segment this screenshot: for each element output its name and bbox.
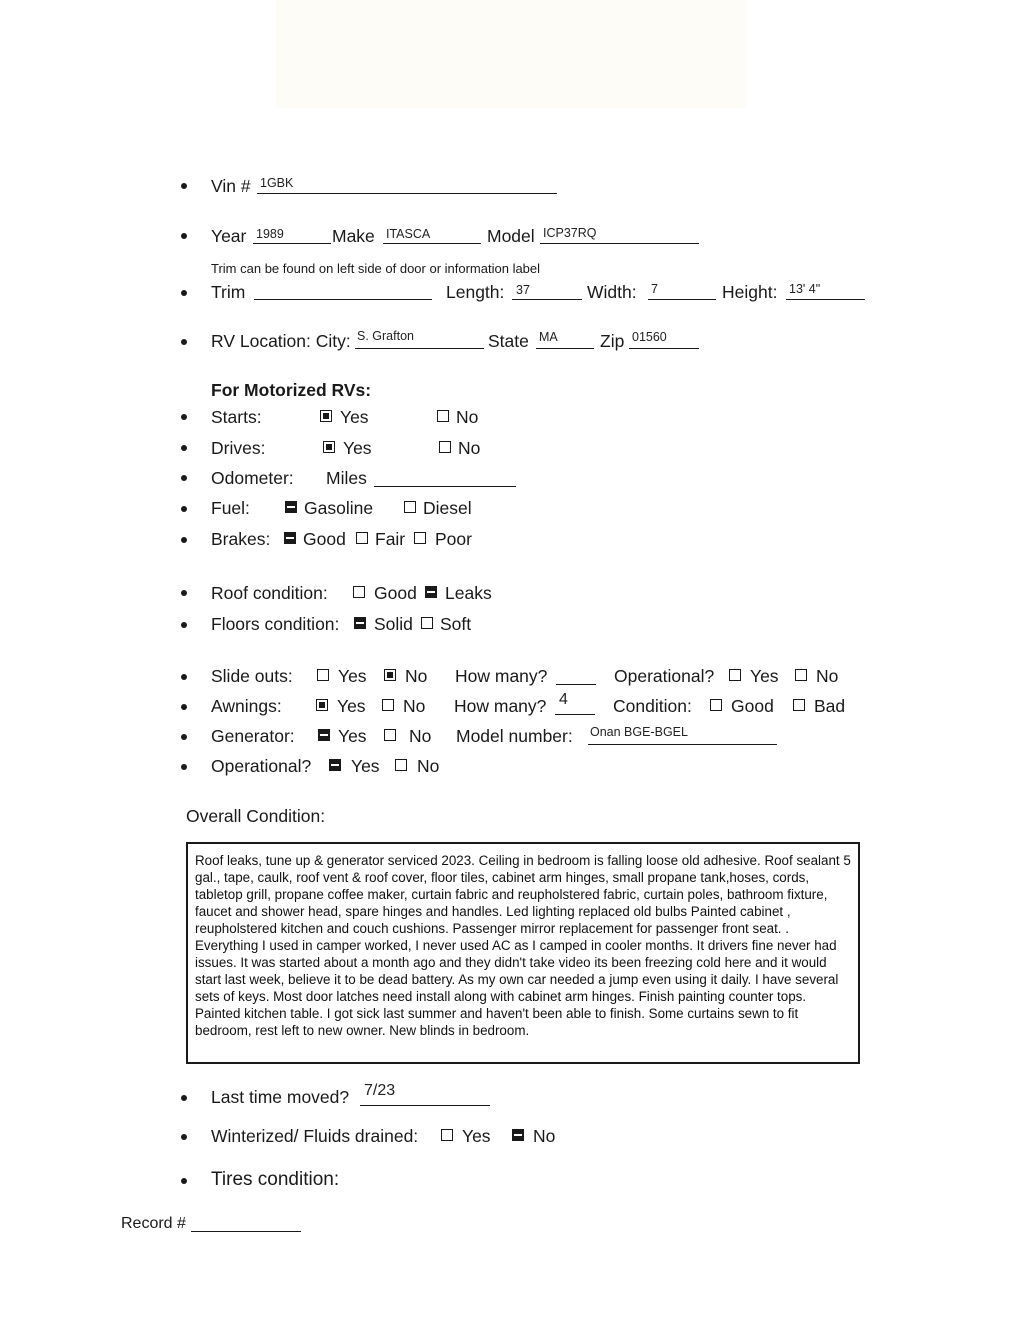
floors-solid-label: Solid [374, 614, 413, 634]
bullet [181, 704, 187, 710]
floors-soft-label: Soft [440, 614, 472, 634]
operational-no-checkbox[interactable] [395, 759, 407, 771]
brakes-poor-label: Poor [435, 529, 472, 549]
bullet [181, 734, 187, 740]
awnings-good-checkbox[interactable] [710, 699, 722, 711]
record-line[interactable] [191, 1231, 301, 1232]
generator-model-value[interactable]: Onan BGE-BGEL [590, 725, 688, 739]
state-line [536, 348, 594, 349]
height-value[interactable]: 13' 4" [789, 282, 821, 296]
starts-no-checkbox[interactable] [437, 410, 449, 422]
starts-yes-label: Yes [340, 407, 369, 427]
winterized-no-checkbox[interactable] [512, 1129, 524, 1141]
slideouts-op-no-label: No [816, 666, 839, 686]
trim-label: Trim [211, 282, 246, 302]
slideouts-yes-checkbox[interactable] [317, 669, 329, 681]
winterized-no-label: No [533, 1126, 556, 1146]
model-line [540, 243, 699, 244]
last-moved-line [360, 1105, 490, 1106]
operational-yes-checkbox[interactable] [329, 759, 341, 771]
overall-condition-label: Overall Condition: [186, 806, 326, 826]
header-watermark-area [276, 0, 746, 108]
bullet [181, 183, 187, 189]
winterized-label: Winterized/ Fluids drained: [211, 1126, 419, 1146]
year-value[interactable]: 1989 [256, 227, 284, 241]
width-label: Width: [587, 282, 637, 302]
operational-no-label: No [417, 756, 440, 776]
bullet [181, 233, 187, 239]
city-line [355, 348, 484, 349]
operational-label: Operational? [211, 756, 312, 776]
height-label: Height: [722, 282, 778, 302]
slideouts-no-checkbox[interactable] [384, 669, 396, 681]
length-label: Length: [446, 282, 505, 302]
bullet [181, 1178, 187, 1184]
vin-line [257, 193, 557, 194]
winterized-yes-label: Yes [462, 1126, 491, 1146]
floors-label: Floors condition: [211, 614, 340, 634]
roof-good-checkbox[interactable] [353, 586, 365, 598]
generator-yes-label: Yes [338, 726, 367, 746]
zip-line [629, 348, 699, 349]
drives-no-checkbox[interactable] [439, 441, 451, 453]
bullet [181, 537, 187, 543]
awnings-howmany-line [555, 714, 595, 715]
floors-solid-checkbox[interactable] [354, 617, 366, 629]
generator-label: Generator: [211, 726, 295, 746]
city-value[interactable]: S. Grafton [357, 329, 414, 343]
overall-condition-textbox[interactable]: Roof leaks, tune up & generator serviced 2023. Ceiling in bedroom is falling loose old adhesive. Roof sealant 5 gal., tape, caulk, roof vent & roof cover, floor tiles, cabinet arm hinges, small propane tank,hoses, cords, tabletop grill, propane coffee maker, curtain fabric and reupholstered fabric, curtain poles, bathroom fixture, faucet and shower head, spare hinges and handles. Led lighting replaced old bulbs Painted cabinet , reupholstered kitchen and couch cushions. Passenger mirror replacement for passenger front seat. . Everything I used in camper worked, I never used AC as I camped in cooler months. It drivers fine never had issues. It was started about a month ago and they didn't take video its been freezing cold here and it would start last week, believe it to be dead battery. As my own car needed a jump even using it daily. I have several sets of keys. Most door latches need install along with cabinet arm hinges. Finish painting counter tops. Painted kitchen table. I got sick last summer and haven't been able to finish. Some curtains sewn to fit bedroom, rest left to new owner. New blinds in bedroom. [186, 842, 860, 1064]
generator-no-checkbox[interactable] [384, 729, 396, 741]
bullet [181, 622, 187, 628]
fuel-diesel-checkbox[interactable] [404, 501, 416, 513]
brakes-good-label: Good [303, 529, 346, 549]
length-value[interactable]: 37 [516, 283, 530, 297]
drives-yes-label: Yes [343, 438, 372, 458]
drives-label: Drives: [211, 438, 266, 458]
awnings-yes-checkbox[interactable] [316, 699, 328, 711]
fuel-gasoline-label: Gasoline [304, 498, 374, 518]
awnings-no-label: No [403, 696, 426, 716]
tires-label: Tires condition: [211, 1169, 340, 1190]
floors-soft-checkbox[interactable] [421, 617, 433, 629]
winterized-yes-checkbox[interactable] [441, 1129, 453, 1141]
slideouts-op-yes-label: Yes [750, 666, 779, 686]
width-line [648, 299, 716, 300]
bullet [181, 475, 187, 481]
roof-leaks-checkbox[interactable] [425, 586, 437, 598]
zip-value[interactable]: 01560 [632, 330, 667, 344]
model-label: Model [487, 226, 535, 246]
trim-line[interactable] [254, 299, 432, 300]
fuel-gasoline-checkbox[interactable] [285, 501, 297, 513]
awnings-yes-label: Yes [337, 696, 366, 716]
bullet [181, 764, 187, 770]
odometer-line[interactable] [374, 486, 516, 487]
awnings-label: Awnings: [211, 696, 282, 716]
state-value[interactable]: MA [539, 330, 558, 344]
bullet [181, 506, 187, 512]
awnings-bad-label: Bad [814, 696, 846, 716]
awnings-condition-label: Condition: [613, 696, 692, 716]
state-label: State [488, 331, 529, 351]
slideouts-howmany-line[interactable] [556, 684, 596, 685]
brakes-good-checkbox[interactable] [284, 532, 296, 544]
slideouts-no-label: No [405, 666, 428, 686]
record-label: Record # [121, 1215, 186, 1232]
operational-yes-label: Yes [351, 756, 380, 776]
make-value[interactable]: ITASCA [386, 227, 431, 241]
awnings-howmany-value[interactable]: 4 [559, 691, 568, 708]
fuel-diesel-label: Diesel [423, 498, 472, 518]
bullet [181, 414, 187, 420]
slideouts-op-no-checkbox[interactable] [795, 669, 807, 681]
brakes-fair-checkbox[interactable] [356, 532, 368, 544]
brakes-poor-checkbox[interactable] [414, 532, 426, 544]
awnings-good-label: Good [731, 696, 774, 716]
year-line [253, 243, 331, 244]
bullet [181, 1134, 187, 1140]
drives-yes-checkbox[interactable] [323, 441, 335, 453]
make-label: Make [332, 226, 375, 246]
odometer-label: Odometer: [211, 468, 294, 488]
city-label: RV Location: City: [211, 331, 351, 351]
trim-note: Trim can be found on left side of door or information label [211, 261, 541, 276]
height-line [786, 299, 865, 300]
awnings-bad-checkbox[interactable] [793, 699, 805, 711]
bullet [181, 674, 187, 680]
awnings-howmany-label: How many? [454, 696, 547, 716]
bullet [181, 290, 187, 296]
make-line [383, 243, 481, 244]
starts-yes-checkbox[interactable] [320, 410, 332, 422]
slideouts-operational-label: Operational? [614, 666, 715, 686]
fuel-label: Fuel: [211, 498, 250, 518]
vin-label: Vin # [211, 176, 251, 196]
last-moved-label: Last time moved? [211, 1087, 350, 1107]
slideouts-howmany-label: How many? [455, 666, 548, 686]
year-label: Year [211, 226, 247, 246]
slideouts-yes-label: Yes [338, 666, 367, 686]
generator-model-label: Model number: [456, 726, 573, 746]
length-line [512, 299, 582, 300]
miles-label: Miles [326, 468, 367, 488]
zip-label: Zip [600, 331, 625, 351]
generator-yes-checkbox[interactable] [318, 729, 330, 741]
starts-label: Starts: [211, 407, 262, 427]
bullet [181, 445, 187, 451]
slideouts-op-yes-checkbox[interactable] [729, 669, 741, 681]
model-value[interactable]: ICP37RQ [543, 226, 597, 240]
generator-no-label: No [409, 726, 432, 746]
bullet [181, 339, 187, 345]
width-value[interactable]: 7 [651, 282, 658, 296]
drives-no-label: No [458, 438, 481, 458]
roof-good-label: Good [374, 583, 417, 603]
slideouts-label: Slide outs: [211, 666, 293, 686]
last-moved-value[interactable]: 7/23 [364, 1082, 396, 1099]
motorized-heading: For Motorized RVs: [211, 380, 372, 400]
awnings-no-checkbox[interactable] [382, 699, 394, 711]
vin-value[interactable]: 1GBK [260, 176, 294, 190]
roof-leaks-label: Leaks [445, 583, 492, 603]
brakes-label: Brakes: [211, 529, 271, 549]
brakes-fair-label: Fair [375, 529, 406, 549]
starts-no-label: No [456, 407, 479, 427]
bullet [181, 590, 187, 596]
generator-model-line [588, 744, 777, 745]
roof-label: Roof condition: [211, 583, 328, 603]
bullet [181, 1095, 187, 1101]
